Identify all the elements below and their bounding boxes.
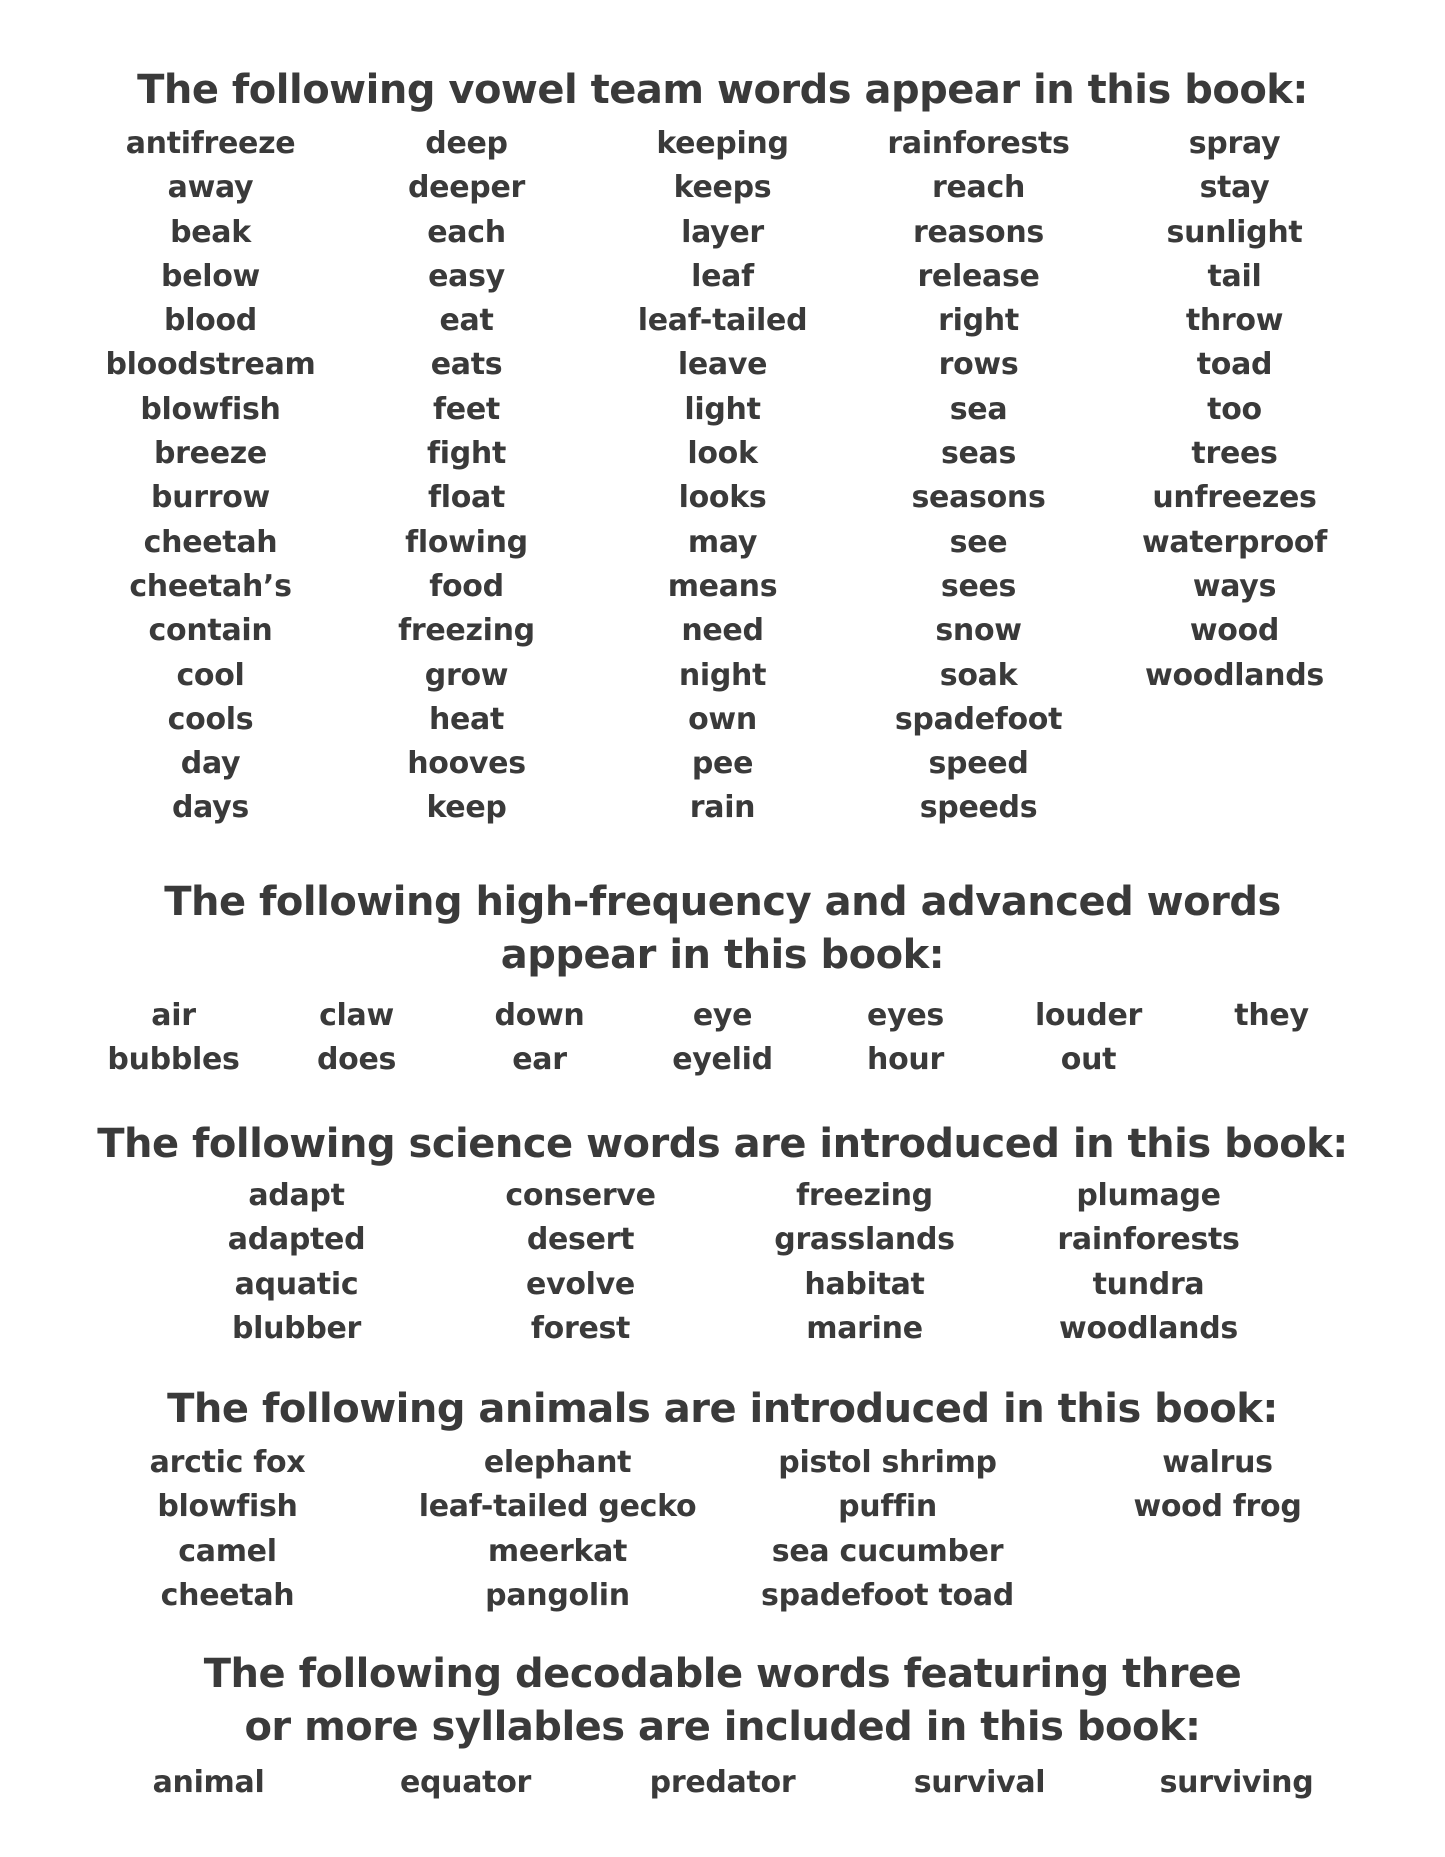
word-list-item: woodlands (1059, 1310, 1238, 1346)
word-list-item: need (681, 613, 764, 649)
word-list-item: arctic fox (149, 1445, 306, 1480)
word-list-item: trees (1191, 436, 1278, 472)
animals-section (0, 1383, 1445, 1618)
word-list-item: conserve (505, 1178, 656, 1213)
word-list-item: throw (1185, 303, 1284, 339)
vowel-team-column-3 (595, 122, 851, 831)
word-list-item: wood (1189, 613, 1280, 649)
word-list-item: tundra (1092, 1266, 1205, 1302)
decodable-heading (0, 1648, 1445, 1754)
word-list-item: rain (689, 790, 756, 826)
high-frequency-column-2 (265, 994, 448, 1083)
word-list-item: blood (164, 303, 257, 339)
word-list-item: forest (530, 1310, 631, 1346)
word-list-item: sea cucumber (771, 1533, 1004, 1569)
word-list-item: deeper (408, 170, 525, 206)
word-list-item: deep (425, 126, 508, 161)
word-list-item: rainforests (1057, 1222, 1240, 1258)
word-list-item: hooves (407, 746, 526, 782)
word-list-item: sea (949, 391, 1008, 427)
animals-column-4 (1053, 1441, 1383, 1618)
word-list-item: habitat (804, 1266, 925, 1302)
word-list-item: sees (940, 568, 1017, 604)
word-list-item: seas (940, 436, 1017, 472)
vowel-team-column-2 (339, 122, 595, 831)
word-list-item: eye (692, 998, 753, 1033)
word-list-item: adapt (248, 1178, 345, 1213)
word-list-item: walrus (1162, 1445, 1273, 1480)
decodable-word: equator (399, 1765, 532, 1800)
word-list-item: leaf-tailed (637, 303, 808, 339)
word-list-item: air (151, 998, 196, 1033)
word-list-item: heat (428, 701, 505, 737)
vowel-team-column-4 (851, 122, 1107, 831)
word-list-item: cool (176, 657, 245, 693)
science-column-1 (155, 1174, 439, 1351)
word-list-item: bubbles (107, 1042, 240, 1078)
decodable-word: surviving (1159, 1765, 1314, 1800)
word-list-item: puffin (838, 1489, 937, 1525)
word-list-item: pee (691, 746, 754, 782)
word-list-item: spadefoot (894, 701, 1063, 737)
animals-column-2 (393, 1441, 723, 1618)
word-list-item: aquatic (234, 1266, 359, 1302)
word-list-item: freezing (796, 1178, 933, 1213)
word-list-item: adapted (227, 1222, 366, 1258)
high-frequency-section (0, 876, 1445, 1083)
word-list-item: speed (928, 746, 1029, 782)
high-frequency-column-6 (997, 994, 1180, 1083)
word-list-item: keeps (673, 170, 772, 206)
high-frequency-column-4 (631, 994, 814, 1083)
word-list-item: rows (938, 347, 1019, 383)
word-list-item: reasons (913, 214, 1044, 250)
word-list-item: cheetah’s (129, 568, 292, 604)
word-list-item: cools (167, 701, 254, 737)
word-list-item: pistol shrimp (778, 1445, 997, 1480)
word-list-item: ways (1192, 568, 1277, 604)
word-list-item: light (684, 391, 761, 427)
word-list-item: leaf (691, 258, 754, 294)
word-list-item: plumage (1076, 1178, 1221, 1213)
word-list-item: eyes (867, 998, 944, 1033)
word-list-item: spray (1188, 126, 1281, 161)
word-list-item: marine (806, 1310, 923, 1346)
word-list-item: breeze (154, 436, 267, 472)
word-list-item: meerkat (487, 1533, 628, 1569)
word-list-item: leave (677, 347, 768, 383)
word-list-item: contain (148, 613, 273, 649)
word-list-item: each (427, 214, 506, 250)
word-list-item: wood frog (1133, 1489, 1302, 1525)
word-list-item: sunlight (1166, 214, 1303, 250)
science-column-2 (439, 1174, 723, 1351)
word-list-item: day (180, 746, 241, 782)
word-list-item: may (687, 524, 758, 560)
word-list-item: camel (178, 1533, 277, 1569)
science-heading: The following science words are introduced in this book: (97, 1121, 1348, 1167)
word-list-item: ear (512, 1042, 567, 1078)
word-list-item: snow (935, 613, 1022, 649)
word-list-item: keep (426, 790, 507, 826)
word-list-item: keeping (656, 126, 789, 161)
word-list-item: means (667, 568, 778, 604)
vowel-team-word-grid (0, 122, 1445, 831)
science-column-4 (1007, 1174, 1291, 1351)
word-list-item: speeds (919, 790, 1038, 826)
word-list-item: does (316, 1042, 397, 1078)
high-frequency-heading-line-2: appear in this book: (500, 932, 945, 978)
word-list-item: down (494, 998, 585, 1033)
word-list-item: flowing (405, 524, 528, 560)
word-list-item: away (167, 170, 254, 206)
word-list-item: look (687, 436, 758, 472)
animals-word-grid (0, 1441, 1445, 1618)
word-list-item: cheetah (143, 524, 278, 560)
word-list-item: they (1234, 998, 1309, 1033)
word-list-item: out (1060, 1042, 1117, 1078)
word-list-item: easy (428, 258, 505, 294)
word-list-item: food (429, 568, 504, 604)
word-list-item: unfreezes (1152, 480, 1317, 516)
animals-heading: The following animals are introduced in this book: (167, 1386, 1278, 1432)
word-list-item: rainforests (887, 126, 1070, 161)
high-frequency-column-7 (1180, 994, 1363, 1083)
decodable-section (0, 1648, 1445, 1805)
word-list-item: reach (931, 170, 1026, 206)
word-list-item: blowfish (140, 391, 281, 427)
decodable-heading-line-2: or more syllables are included in this book: (244, 1704, 1201, 1750)
animals-column-1 (63, 1441, 393, 1618)
vowel-team-section (0, 64, 1445, 831)
science-column-3 (723, 1174, 1007, 1351)
high-frequency-column-1 (82, 994, 265, 1083)
word-list-item: woodlands (1145, 657, 1324, 693)
word-list-item: antifreeze (125, 126, 296, 161)
high-frequency-column-5 (814, 994, 997, 1083)
word-list-item: burrow (151, 480, 270, 516)
high-frequency-heading (0, 876, 1445, 982)
high-frequency-heading-line-1: The following high-frequency and advanced words (164, 879, 1281, 925)
word-list-item: toad (1196, 347, 1273, 383)
word-list-item: hour (867, 1042, 944, 1078)
decodable-word-row (0, 1761, 1445, 1805)
vowel-team-column-1 (83, 122, 339, 831)
word-list-item: eyelid (672, 1042, 773, 1078)
word-list-item: night (678, 657, 767, 693)
science-section (0, 1118, 1445, 1351)
word-list-item: freezing (398, 613, 535, 649)
word-list-item: days (171, 790, 249, 826)
word-list-item: too (1207, 391, 1262, 427)
decodable-word: predator (649, 1765, 796, 1800)
word-list-item: louder (1034, 998, 1143, 1033)
animals-column-3 (723, 1441, 1053, 1618)
word-list-item: own (688, 701, 757, 737)
word-list-item: feet (433, 391, 500, 427)
word-list-item: claw (319, 998, 394, 1033)
word-list-item: looks (678, 480, 767, 516)
word-list-item: bloodstream (105, 347, 316, 383)
high-frequency-column-3 (448, 994, 631, 1083)
word-list-item: elephant (483, 1445, 632, 1480)
word-list-item: stay (1199, 170, 1270, 206)
word-list-item: grow (424, 657, 509, 693)
word-list-item: beak (170, 214, 251, 250)
word-list-item: release (917, 258, 1040, 294)
word-list-item: spadefoot toad (761, 1577, 1014, 1613)
word-list-item: seasons (911, 480, 1046, 516)
high-frequency-word-grid (0, 994, 1445, 1083)
vowel-team-column-5 (1107, 122, 1363, 831)
decodable-word: survival (913, 1765, 1046, 1800)
word-list-item: evolve (526, 1266, 635, 1302)
vowel-team-heading: The following vowel team words appear in this book: (137, 67, 1308, 113)
word-list-item: layer (681, 214, 764, 250)
word-list-item: blubber (231, 1310, 362, 1346)
word-list-item: eats (430, 347, 503, 383)
word-list-item: right (938, 303, 1019, 339)
word-list-item: desert (526, 1222, 635, 1258)
science-word-grid (0, 1174, 1445, 1351)
decodable-heading-line-1: The following decodable words featuring three (203, 1651, 1242, 1697)
word-list-item: waterproof (1142, 524, 1327, 560)
word-list-item: grasslands (774, 1222, 955, 1258)
word-list-item: pangolin (485, 1577, 630, 1613)
word-list-item: float (427, 480, 506, 516)
word-list-item: tail (1207, 258, 1262, 294)
word-list-item: soak (939, 657, 1018, 693)
word-list-item: cheetah (160, 1577, 295, 1613)
word-list-item: leaf-tailed gecko (418, 1489, 697, 1525)
word-list-item: fight (426, 436, 506, 472)
word-list-item: eat (439, 303, 494, 339)
decodable-word: animal (152, 1765, 265, 1800)
word-list-item: blowfish (157, 1489, 298, 1525)
word-list-item: see (949, 524, 1008, 560)
word-list-item: below (161, 258, 260, 294)
